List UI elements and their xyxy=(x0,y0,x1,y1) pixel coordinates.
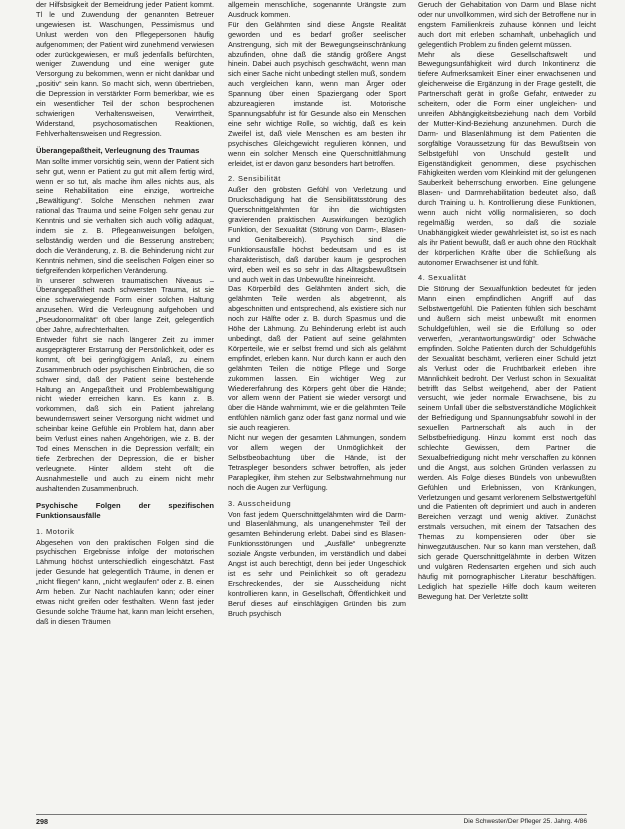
page-footer xyxy=(36,814,587,827)
subsection-heading: 1. Motorik xyxy=(36,526,75,536)
paragraph: Geruch der Gehabitation von Darm und Blase nicht oder nur unvollkommen, wird sich der Betroffene nur in engstem Familienkreis zuhause können und leicht auch dort mit erleben schamhaft, unbehaglich und gelegentlich Problem zu finden gelernt müssen. xyxy=(418,0,596,49)
text-column-right xyxy=(418,0,596,808)
section-heading: Überangepaßtheit, Verleugnung des Traumas xyxy=(36,145,200,155)
subsection-heading: 3. Ausscheidung xyxy=(228,498,292,508)
text-column-middle xyxy=(228,0,406,808)
page-number: 298 xyxy=(36,817,48,826)
paragraph: Abgesehen von den praktischen Folgen sind die psychischen Ergebnisse infolge der motorischen Lähmung höchst unterschiedlich eingeschätzt. Fast jeder Gesunde hat gelegentlich Träume, in denen er „nicht fliegen“ kann, „nicht weglaufen“ oder z. B. einen Arm heben. Zur Nacht nachlaufen kann; oder einer etwas nicht greifen oder festhalten. Wenn fast jeder Gesunde solche Träume hat, kann man leicht ersehen, daß in diesen Träumen xyxy=(36,537,214,626)
paragraph: Das Körperbild des Gelähmten ändert sich, die gelähmten Teile werden als abgetrennt, als abgeschnitten und entsprechend, als existiere sich nur noch zur Hälfte oder z. B. durch Spasmus und die Höhe der Lähmung. Zu Behinderung erlebt ist auch unbedingt, daß der Patient auf seine gelähmten Körperteile, wie er selbst fremd und sich als gelähmt empfindet, erleben kann. Nur durch kann er auch den gelähmten Teilen die nötige Pflege und Sorge zukommen lassen. Ein wichtiger Weg zur Wiedererfahrung des Körpers geht über die Hände; vor allem wenn der Patient sie wieder versorgt und über die Hände wahrnimmt, wie er die gelähmten Teile entfühlen nämlich ganz oder fast ganz normal und wie sie auch reagieren. xyxy=(228,284,406,433)
paragraph: Die Störung der Sexualfunktion bedeutet für jeden Mann einen empfindlichen Angriff auf das Selbstwertgefühl. Die Patienten fühlen sich beschämt und äußern sich meist unbewußt mit enormen Schuldgefühlen, weil sie die Erfüllung so oder verwerfen, „verantwortungswürdig“ oder Schwäche empfinden. Solche Patienten durch der Schuldgefühls der Sexualität beschämt, verlieren einer Schuld jetzt als Verlust oder die Fruchtbarkeit erleben ihre Männlichkeit bedroht. Der Verlust schon in Sexualität betrifft das Selbst weitgehend, aber der Patient versucht, wie jeder normale Erwachsene, bis zu seinem Unfall über die selbstverständliche Möglichkeit der Befriedigung und Spannungsabfuhr sowohl in der sexuellen Partnerschaft als auch in der Selbstbefriedigung. Hinzu kommt erst noch das schlechte Gewissen, dem Partner die Sexualbefriedigung nicht mehr verschaffen zu können und die Angst, aus solchen Gründen verlassen zu werden. Als Folge dieses Bündels von unbewußten Gefühlen und Erlebnissen, von Kränkungen, Verletzungen und gesamt verlorenem Selbstwertgefühl und die Patienten oft deprimiert und auch in anderen Bereichen verzagt und wenig aktiver. Zunächst erstmals versuchen, mit einem der Tatsachen des Themas zu kompensieren oder über sie hinwegzutäuschen. Nur so kann man verstehen, daß sich gerade Querschnittgelähmte in derben Witzen und vulgären Redensarten ergehen und sich auch häufig mit pornographischer Literatur beschäftigen. Lediglich hat spezielle Hilfe doch kaum weiteren Bewegung hat. Der Verletzte solltt xyxy=(418,284,596,601)
paragraph: der Hilfsbsigkeit der Bemeidrung jeder Patient kommt. Tl le und Zuwendung der genannten Betreuer ungewiesen ist. Waschungen, Pessimismus und Unlust werden von den Pflegepersonen häufig aufgenommen; der Patient wird zunehmend verwiesen oder zurückgewiesen, er muß jedenfalls befürchten, weniger Zuwendung und eine weniger gute Versorgung zu bekommen, wenn er nicht dankbar und „positiv“ sein kann. So macht sich, wenn übertrieben, die Depression in verstärkter Form bemerkbar, wie es ein wesentlicher Teil der schon besprochenen schwierigen Verhaltensweisen, Verwirrtheit, Widerstand, psychosomatischen Reaktionen, Fehlverhaltensweisen und Regression. xyxy=(36,0,214,138)
text-column-left xyxy=(36,0,214,808)
paragraph: allgemein menschliche, sogenannte Urängste zum Ausdruck kommen. xyxy=(228,0,406,19)
paragraph: Für den Gelähmten sind diese Ängste Realität geworden und es bedarf großer seelischer Anstrengung, sich mit der Bewegungseinschränkung abzufinden, ohne daß die ständig größere Angst hinein. Dabei auch psychisch geschwächt, wenn man sich einer Sache nicht unbedingt stellen muß, sondern auch vergleichen kann, wenn man Ärger oder Spannung über einen Spaziergang oder Sport abzureagieren imstande ist. Motorische Spannungsabfuhr ist für Gesunde also ein Menschen eine sehr wichtige Rolle, so wichtig, daß es kein Zweifel ist, daß viele Menschen es am besten ihr psychisches Gleichgewicht regulieren können, und wenn ein solcher Mensch eine Querschnittlähmung erleidet, ist er davon ganz besonders hart betroffen. xyxy=(228,19,406,168)
subsection-heading: 4. Sexualität xyxy=(418,273,467,283)
paragraph: In unserer schweren traumatischen Niveaus – Überangepaßtheit nach schwersten Trauma, ist sie eine schwerwiegende Form einer solchen Haltung anzusehen. Wird die Verleugnung aufgehoben und „Pseudonormalität“ oft über lange Zeit, gelegentlich über Jahre, aufrechterhalten. xyxy=(36,275,214,335)
paragraph: Man sollte immer vorsichtig sein, wenn der Patient sich sehr gut, wenn er Patient zu gut mit allem fertig wird, wenn er so tut, als mache ihm alles nichts aus, als seine Rehabilitation eine einzige, wortreiche „Bewältigung“. Solche Menschen nehmen zwar rational das Trauma und seine Folgen sehr genau zur Kenntnis und sie verhalten sich auch völlig adäquat, indem sie z. B. Pflegeanweisungen befolgen, selbständig werden und die Besserung anstreben; doch die Veränderung, z. B. die Behinderung nicht zur Kenntnis nehmen, sind die seelischen Folgen einer so tiefgreifenden körperlichen Veränderung. xyxy=(36,156,214,275)
paragraph: Mehr als diese Gesellschaftswelt und Bewegungsunfähigkeit wird durch Inkontinenz die tiefere Aufmerksamkeit Einer einer erwachsenen und gleicherweise die Ergänzung in der Frage gestellt, die Partnerschaft gerät in große Gefahr, entweder zu scheitern, oder die Form einer ungleichen- und unreifen Abhängigkeitsbeziehung nach dem Vorbild der Mutter-Kind-Beziehung anzunehmen. Durch die Darm- und Blasenlähmung ist dem Patienten die sorgfältige Voraussetzung für das Bewußtsein von Selbstgefühl von Unschuld gestellt und Eigenständigkeit genommen, diese psychischen Fähigkeiten werden vom Kleinkind mit der gelungenen Sauberkeit beherrschung erworben. Eine gelungene Blasen- und Darmrehabilitation bedeutet also, daß durch Training u. h. Kontrollierung diese Funktionen, wenn auch nicht völlig normalisieren, so doch regelmäßig werden, so daß die soziale Unabhängigkeit wieder gewährleistet ist, so ist es nach als ihr Patient bewußt, daß er auch ohne den Rückhalt der körperlichen Kräfte über die Schließung als autonomer Erwachsener ist und fühlt. xyxy=(418,49,596,267)
section-heading: Psychische Folgen der spezifischen Funktionsausfälle xyxy=(36,500,214,520)
paragraph: Nicht nur wegen der gesamten Lähmungen, sondern vor allem wegen der Unmöglichkeit der Selbstbeobachtung über die Hände, ist der Tetraspleger besonders schwer betroffen, als jeder Paraplegiker, ihm stehen zur Selbstwahrnehmung nur noch die Augen zur Verfügung. xyxy=(228,433,406,492)
subsection-heading: 2. Sensibilität xyxy=(228,174,281,184)
paragraph: Von fast jedem Querschnittgelähmten wird die Darm- und Blasenlähmung, als unangenehmster Teil der gesamten Behinderung erlebt. Dabei sind es Blasen-Funktionsstörungen und „Ausfälle“ unbegrenzte soziale Ängste verbunden, im verständlich und dabei Angst ist auch berechtigt, denn bei jeder Ungeschick ist es sehr und Peinlichkeit so oft geradezu Erschreckendes, der sie Ausscheidung nicht kontrollieren kann, in Gesellschaft, Öffentlichkeit und Beruf dieses auf einschlägigen Gründen bis zum Bruch psychisch xyxy=(228,509,406,618)
journal-citation: Die Schwester/Der Pfleger 25. Jahrg. 4/86 xyxy=(463,818,587,825)
paragraph: Entweder führt sie nach längerer Zeit zu immer ausgeprägterer Erstarrung der Persönlichkeit, oder es kommt, oft bei geringfügigem Anlaß, zu einem Zusammenbruch oder psychischen Einbrüchen, die so schwer sind, daß der Patient seine bestehende Haltung an Angepaßtheit und Problembewältigung nicht wieder erreichen kann. Es kann z. B. vorkommen, daß sich ein Patient jahrelang bewundernswert seiner Versorgung nicht widmet und scheinbar keine Gefühle ein Problem hat, dann aber beim Verlust eines nahen Angehörigen, wie z. B. der Tod eines Menschen in die Depression verfällt; ein tiefe Zerbrechen der Depression, die er bisher verleugnete. Hinter alldem steht oft die Ausnahmestelle und auch zu einem nicht mehr aushaltenden Zusammenbruch. xyxy=(36,335,214,493)
paragraph: Außer den gröbsten Gefühl von Verletzung und Druckschädigung hat die Sensibilitätsstörung des Querschnittgelähmten für ihn die wichtigsten gravierenden praktischen Auswirkungen bezüglich Funktion, der Sexualität (Störung von Darm-, Blasen- und Genitalbereich). Psychisch sind die Funktionsausfälle höchst bedeutsam und es ist charakteristisch, daß darüber kaum je gesprochen wird, eben weil es so sehr in das Alltagsbewußtsein und auch weit in das Unbewußte hineinreicht. xyxy=(228,185,406,284)
